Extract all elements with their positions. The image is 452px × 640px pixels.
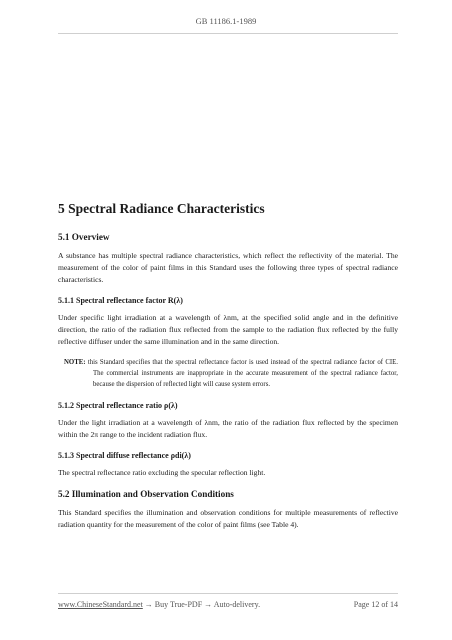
document-id: GB 11186.1-1989 <box>195 16 257 26</box>
page-total: 14 <box>390 600 398 609</box>
section-5-1-3-text: The spectral reflectance ratio excluding the specular reflection light. <box>58 467 266 477</box>
page-header <box>0 16 452 26</box>
promo-text: → Buy True-PDF → Auto-delivery. <box>144 600 261 609</box>
page-label: Page <box>353 600 370 609</box>
footer-divider <box>58 593 398 594</box>
note-label: NOTE: <box>64 359 86 366</box>
section-5-2-title: 5.2 Illumination and Observation Conditions <box>58 488 234 499</box>
section-5-title: 5 Spectral Radiance Characteristics <box>58 201 265 216</box>
note-text: this Standard specifies that the spectral reflectance factor is used instead of the spectral radiance factor of CIE. The commercial instruments are inappropriate in the accurate measurement of the spectral radiance factor, because the dispersion of reflected light will cause system errors. <box>87 359 398 389</box>
section-5-1-3-title: 5.1.3 Spectral diffuse reflectance ρdi(λ) <box>58 450 191 460</box>
page-number <box>354 600 398 609</box>
site-link[interactable]: www.ChineseStandard.net <box>58 600 143 609</box>
page-of: of <box>381 600 388 609</box>
section-5-1-text: A substance has multiple spectral radiance characteristics, which reflect the reflectivity of the material. The measurement of the color of paint films in this Standard uses the following three types of spectral radiance characteristics. <box>58 251 398 284</box>
section-5-2-text: This Standard specifies the illumination and observation conditions for multiple measurements of reflective radiation quantity for the measurement of the color of paint films (see Table 4). <box>58 507 398 529</box>
section-5-1-2-text: Under the light irradiation at a wavelength of λnm, the ratio of the radiation flux reflected by the specimen within the 2π range to the incident radiation flux. <box>58 417 398 439</box>
page-current: 12 <box>371 600 380 609</box>
section-5-1-title: 5.1 Overview <box>58 232 110 242</box>
section-5-1-1-text: Under specific light irradiation at a wavelength of λnm, at the specified solid angle and in the definitive direction, the ratio of the radiation flux reflected from the sample to the radiation flux reflected by the fully reflective diffuser under the same illumination and in the same direction. <box>58 313 398 346</box>
page-footer <box>58 600 398 609</box>
section-5-1-2-title: 5.1.2 Spectral reflectance ratio ρ(λ) <box>58 400 178 410</box>
section-5-1-1-title: 5.1.1 Spectral reflectance factor R(λ) <box>58 296 183 305</box>
header-divider <box>58 33 398 34</box>
note-block <box>58 357 398 391</box>
page-body <box>58 200 398 540</box>
